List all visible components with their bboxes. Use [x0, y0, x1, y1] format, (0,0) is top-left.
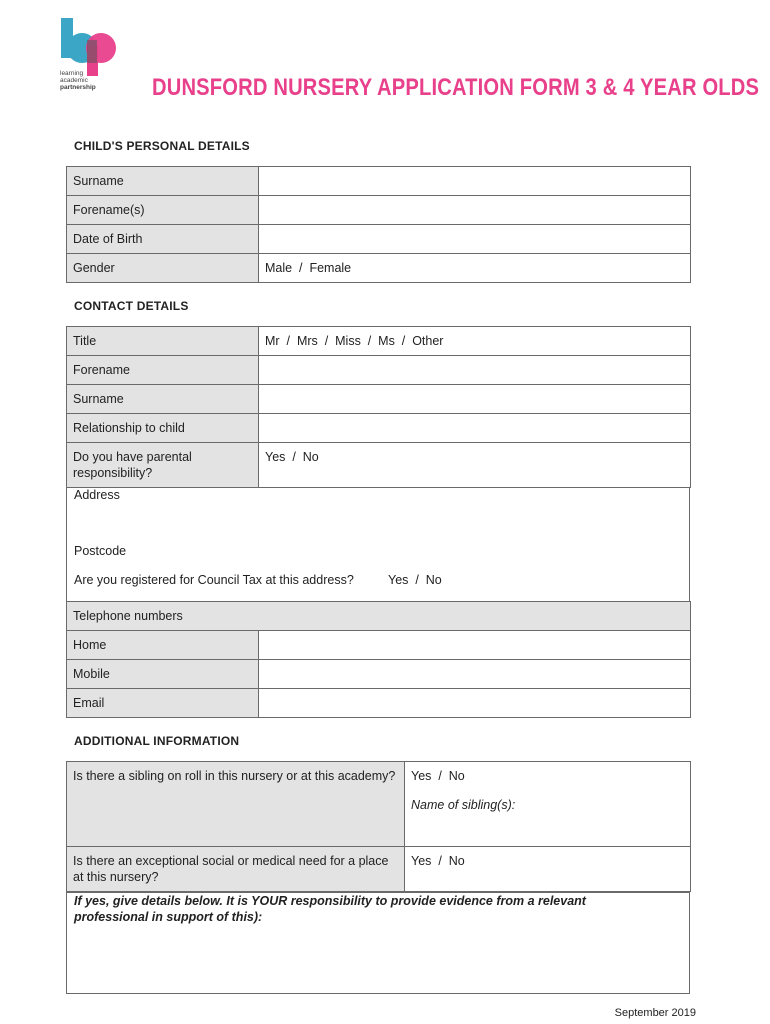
contact-forename-label: Forename [67, 356, 259, 385]
home-phone-label: Home [67, 631, 259, 660]
contact-title-label: Title [67, 327, 259, 356]
gender-options[interactable]: Male / Female [259, 254, 691, 283]
sibling-question: Is there a sibling on roll in this nursery or at this academy? [67, 762, 405, 847]
postcode-label: Postcode [74, 544, 127, 558]
address-block[interactable] [66, 487, 690, 602]
child-details-heading: CHILD'S PERSONAL DETAILS [74, 139, 250, 153]
telephone-heading: Telephone numbers [67, 602, 691, 631]
parental-responsibility-label: Do you have parental responsibility? [67, 443, 259, 488]
contact-details-heading: CONTACT DETAILS [74, 299, 189, 313]
contact-surname-field[interactable] [259, 385, 691, 414]
email-label: Email [67, 689, 259, 718]
additional-info-heading: ADDITIONAL INFORMATION [74, 734, 240, 748]
relationship-label: Relationship to child [67, 414, 259, 443]
sibling-name-label: Name of sibling(s): [411, 798, 516, 812]
sibling-options[interactable]: Yes / No [411, 769, 465, 783]
need-details-block[interactable] [66, 892, 690, 994]
council-tax-question: Are you registered for Council Tax at this address? [74, 573, 354, 587]
title-options[interactable]: Mr / Mrs / Miss / Ms / Other [259, 327, 691, 356]
mobile-phone-field[interactable] [259, 660, 691, 689]
contact-surname-label: Surname [67, 385, 259, 414]
logo-wordmark: learning academic partnership [60, 70, 96, 91]
email-field[interactable] [259, 689, 691, 718]
child-surname-field[interactable] [259, 167, 691, 196]
child-details-table [66, 166, 691, 283]
parental-responsibility-options[interactable]: Yes / No [259, 443, 691, 488]
surname-label: Surname [67, 167, 259, 196]
child-dob-field[interactable] [259, 225, 691, 254]
footer-date: September 2019 [614, 1007, 696, 1019]
relationship-field[interactable] [259, 414, 691, 443]
sibling-answer-cell[interactable] [405, 762, 691, 847]
address-label: Address [74, 488, 120, 502]
additional-info-table [66, 761, 691, 892]
exceptional-need-question: Is there an exceptional social or medical need for a place at this nursery? [67, 847, 405, 892]
exceptional-need-options[interactable]: Yes / No [405, 847, 691, 892]
contact-details-table [66, 326, 691, 488]
need-details-note: If yes, give details below. It is YOUR responsibility to provide evidence from a relevant professional in support of this): [74, 894, 586, 924]
forenames-label: Forename(s) [67, 196, 259, 225]
page-title: DUNSFORD NURSERY APPLICATION FORM 3 & 4 YEAR OLDS [152, 74, 760, 101]
gender-label: Gender [67, 254, 259, 283]
council-tax-options[interactable]: Yes / No [388, 573, 442, 587]
contact-forename-field[interactable] [259, 356, 691, 385]
dob-label: Date of Birth [67, 225, 259, 254]
home-phone-field[interactable] [259, 631, 691, 660]
mobile-phone-label: Mobile [67, 660, 259, 689]
telephone-table [66, 601, 691, 718]
child-forenames-field[interactable] [259, 196, 691, 225]
